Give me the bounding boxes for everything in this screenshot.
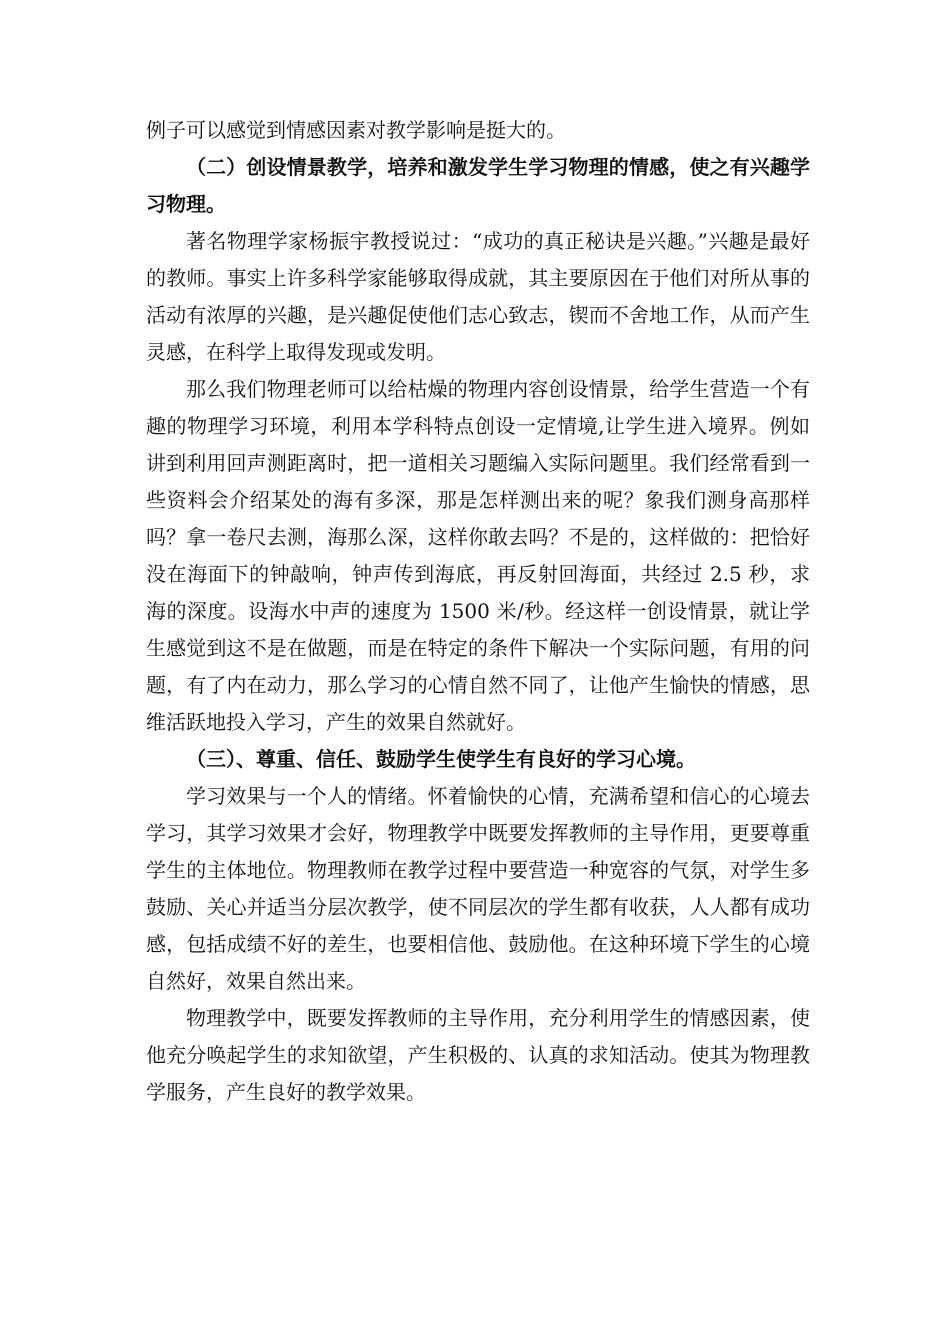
document-page [146,112,810,1111]
section-heading-3: （三）、尊重、信任、鼓励学生使学生有良好的学习心境。 [186,747,696,771]
paragraph-respect-students: 学习效果与一个人的情绪。怀着愉快的心情，充满希望和信心的心境去学习，其学习效果才会好，物理教学中既要发挥教师的主导作用，更要尊重学生的主体地位。物理教师在教学过程中要营造一种宽容的气氛，对学生多鼓励、关心并适当分层次教学，使不同层次的学生都有收获，人人都有成功感，包括成绩不好的差生，也要相信他、鼓励他。在这种环境下学生的心境自然好，效果自然出来。 [146,784,810,993]
section-heading-2: （二）创设情景教学，培养和激发学生学习物理的情感，使之有兴趣学习物理。 [146,155,810,216]
paragraph-interest-quote: 著名物理学家杨振宇教授说过：“成功的真正秘诀是兴趣。”兴趣是最好的教师。事实上许多科学家能够取得成就，其主要原因在于他们对所从事的活动有浓厚的兴趣，是兴趣促使他们志心致志，锲而不舍地工作，从而产生灵感，在科学上取得发现或发明。 [146,229,810,364]
paragraph-scenario-example: 那么我们物理老师可以给枯燥的物理内容创设情景，给学生营造一个有趣的物理学习环境，利用本学科特点创设一定情境,让学生进入境界。例如讲到利用回声测距离时，把一道相关习题编入实际问题里。我们经常看到一些资料会介绍某处的海有多深，那是怎样测出来的呢？象我们测身高那样吗？拿一卷尺去测，海那么深，这样你敢去吗？不是的，这样做的：把恰好没在海面下的钟敲响，钟声传到海底，再反射回海面，共经过 2.5 秒，求海的深度。设海水中声的速度为 1500 米/秒。经这样一创设情景，就让学生感觉到这不是在做题，而是在特定的条件下解决一个实际问题，有用的问题，有了内在动力，那么学习的心情自然不同了，让他产生愉快的情感，思维活跃地投入学习，产生的效果自然就好。 [146,377,810,734]
paragraph-conclusion: 物理教学中，既要发挥教师的主导作用，充分利用学生的情感因素，使他充分唤起学生的求知欲望，产生积极的、认真的求知活动。使其为物理教学服务，产生良好的教学效果。 [146,1006,810,1104]
paragraph-continuation: 例子可以感觉到情感因素对教学影响是挺大的。 [146,118,566,142]
